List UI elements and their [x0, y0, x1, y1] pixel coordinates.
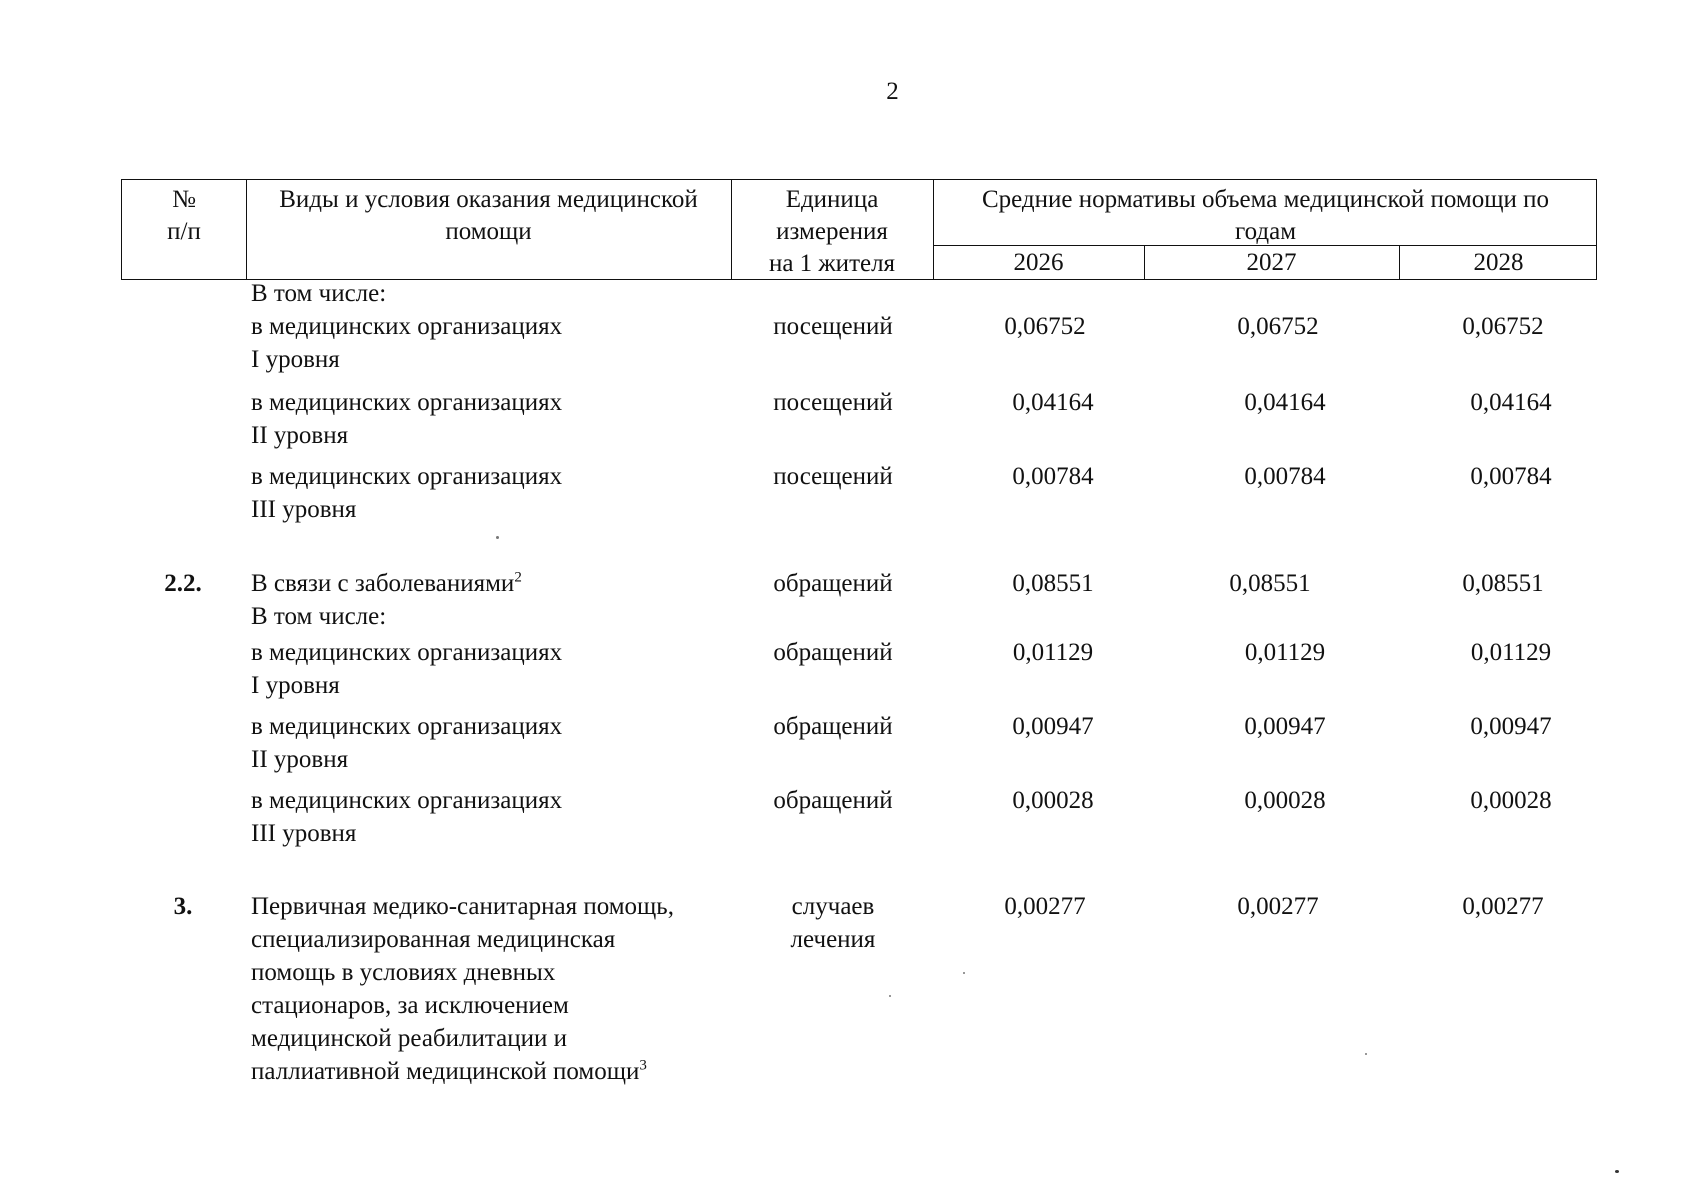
row-name-continuation: В том числе:: [251, 603, 387, 630]
row-name: [251, 567, 751, 633]
value-2027: 0,00028: [1244, 787, 1326, 814]
header-average-norms: Средние нормативы объема медицинской помощи по годам: [981, 186, 1550, 245]
row-unit: обращений: [773, 639, 893, 666]
value-2028: 0,00277: [1462, 893, 1544, 920]
value-2028: 0,04164: [1470, 389, 1552, 416]
header-year-2027: 2027: [1246, 249, 1297, 276]
footnote-mark: 3: [639, 1057, 647, 1074]
header-care-type: Виды и условия оказания медицинской помощи: [279, 186, 698, 245]
row-name: [251, 890, 771, 1088]
value-2028: 0,06752: [1462, 313, 1544, 340]
value-2028: 0,01129: [1470, 639, 1552, 666]
row-unit: посещений: [773, 313, 893, 340]
row-name-text: Первичная медико-санитарная помощь, специализированная медицинская помощь в условиях дневных стационаров, за исключением медицинской реабилитации и паллиативной медицинской помощи: [251, 893, 674, 1085]
value-2026: 0,01129: [1012, 639, 1094, 666]
row-name: в медицинских организациях III уровня: [251, 463, 563, 523]
value-2027: 0,00784: [1244, 463, 1326, 490]
header-year-2028: 2028: [1473, 249, 1524, 276]
row-name: в медицинских организациях II уровня: [251, 713, 563, 773]
value-2026: 0,00028: [1012, 787, 1094, 814]
scan-speck: [496, 536, 499, 539]
value-2027: 0,06752: [1237, 313, 1319, 340]
row-number: 2.2.: [164, 570, 202, 597]
value-2028: 0,00947: [1470, 713, 1552, 740]
footnote-mark: 2: [514, 569, 522, 586]
row-unit: посещений: [773, 389, 893, 416]
row-name: в медицинских организациях III уровня: [251, 787, 563, 847]
row-unit: посещений: [773, 463, 893, 490]
scan-speck: [889, 995, 891, 997]
header-number: № п/п: [167, 186, 201, 245]
scan-speck: [1615, 1170, 1619, 1173]
row-name-text: В связи с заболеваниями: [251, 570, 515, 597]
row-unit: случаев лечения: [790, 893, 876, 953]
header-unit: Единица измерения на 1 жителя: [768, 186, 896, 277]
row-name: в медицинских организациях II уровня: [251, 389, 563, 449]
value-2026: 0,00947: [1012, 713, 1094, 740]
scan-speck: [1365, 1053, 1367, 1055]
row-unit: обращений: [773, 570, 893, 597]
table-header: [121, 179, 1597, 280]
value-2027: 0,01129: [1244, 639, 1326, 666]
row-unit: обращений: [773, 787, 893, 814]
row-name: В том числе: в медицинских организациях I уровня: [251, 280, 563, 373]
value-2026: 0,08551: [1012, 570, 1094, 597]
value-2028: 0,08551: [1462, 570, 1544, 597]
value-2026: 0,00784: [1012, 463, 1094, 490]
header-year-2026: 2026: [1013, 249, 1064, 276]
value-2028: 0,00028: [1470, 787, 1552, 814]
value-2027: 0,00947: [1244, 713, 1326, 740]
value-2026: 0,06752: [1004, 313, 1086, 340]
page-number: 2: [886, 78, 899, 105]
row-unit: обращений: [773, 713, 893, 740]
value-2028: 0,00784: [1470, 463, 1552, 490]
scan-speck: [963, 972, 965, 974]
value-2027: 0,08551: [1229, 570, 1311, 597]
value-2027: 0,00277: [1237, 893, 1319, 920]
value-2026: 0,00277: [1004, 893, 1086, 920]
value-2027: 0,04164: [1244, 389, 1326, 416]
row-name: в медицинских организациях I уровня: [251, 639, 563, 699]
row-number: 3.: [173, 893, 193, 920]
value-2026: 0,04164: [1012, 389, 1094, 416]
